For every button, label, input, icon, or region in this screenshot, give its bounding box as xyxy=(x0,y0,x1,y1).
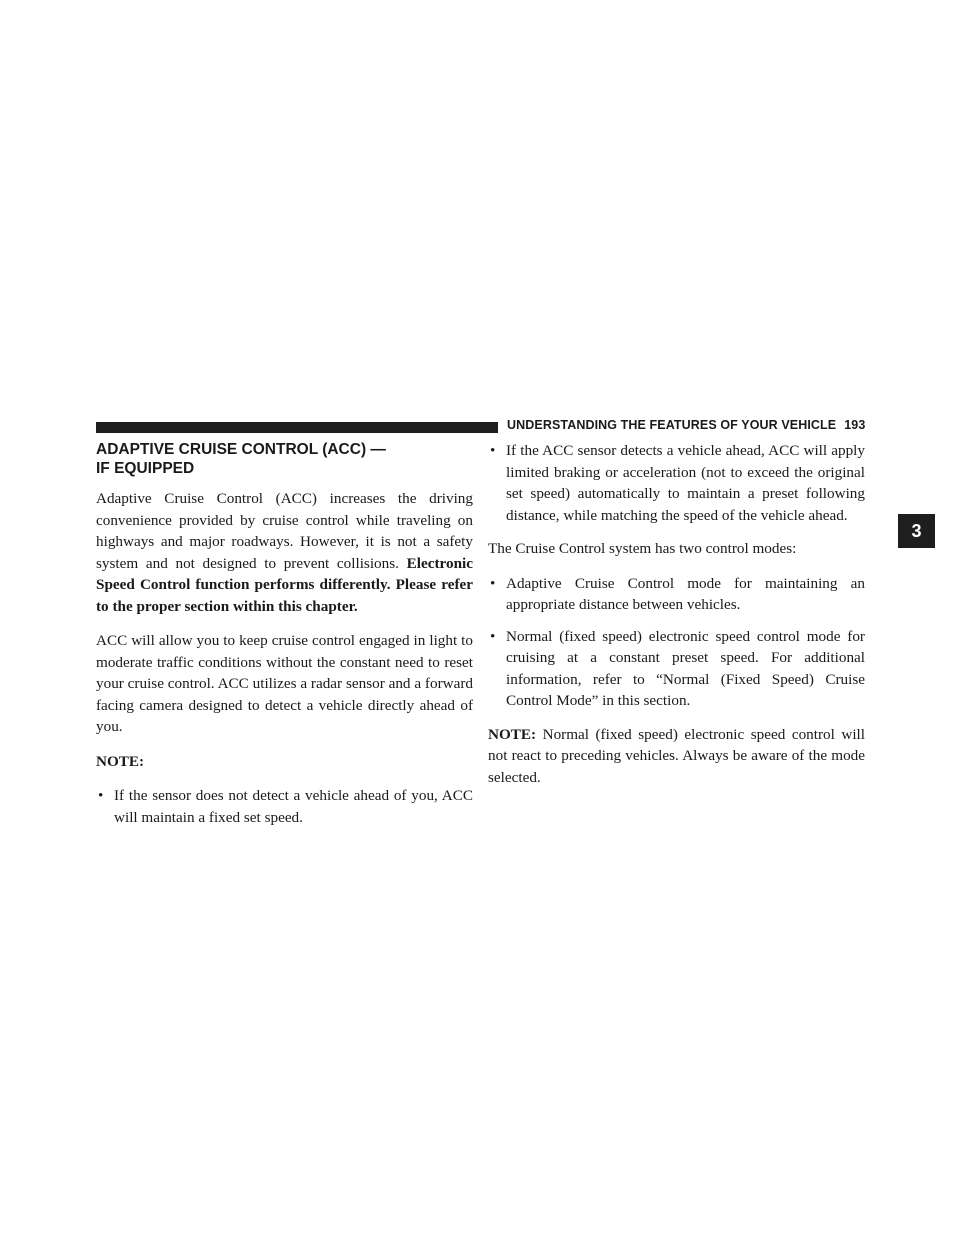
list-item-text: Adaptive Cruise Control mode for maintaining an appropriate distance between vehicles. xyxy=(506,574,865,613)
section-title-line1: ADAPTIVE CRUISE CONTROL (ACC) — xyxy=(96,441,386,458)
intro-bold-text: Electronic Speed Control function performs differently. Please refer to the proper section within this chapter. xyxy=(96,554,474,615)
control-modes-list xyxy=(488,573,865,712)
note-label: NOTE: xyxy=(488,725,537,743)
list-item-text: If the ACC sensor detects a vehicle ahead, ACC will apply limited braking or acceleration (not to exceed the original set speed) automatically to maintain a preset following distance, while matching the speed of the vehicle ahead. xyxy=(506,442,865,524)
control-modes-paragraph: The Cruise Control system has two control modes: xyxy=(488,540,797,557)
note-label: NOTE: xyxy=(96,752,145,770)
section-title xyxy=(96,440,473,478)
bullet-mark: • xyxy=(98,787,104,804)
note-text: Normal (fixed speed) electronic speed control will not react to preceding vehicles. Always be aware of the mode selected. xyxy=(488,725,865,786)
continued-note-list xyxy=(488,440,865,526)
bullet-mark: • xyxy=(490,627,496,645)
list-item xyxy=(488,573,865,616)
left-column xyxy=(96,440,473,840)
header-section-title: UNDERSTANDING THE FEATURES OF YOUR VEHICLE xyxy=(507,418,837,432)
note-paragraph xyxy=(488,724,865,789)
list-item-text: Normal (fixed speed) electronic speed control mode for cruising at a constant preset speed. For additional information, refer to “Normal (Fixed Speed) Cruise Control Mode” in this section. xyxy=(506,627,865,709)
list-item xyxy=(96,785,473,828)
intro-paragraph xyxy=(96,488,473,617)
header-rule xyxy=(96,422,498,433)
chapter-tab: 3 xyxy=(898,514,935,548)
section-title-line2: IF EQUIPPED xyxy=(96,460,195,477)
intro-text: Adaptive Cruise Control (ACC) increases the driving convenience provided by cruise control while traveling on highways and major roadways. However, it is not a safety system and not designed to prevent collisions. xyxy=(96,490,473,572)
running-header xyxy=(507,418,867,432)
right-column xyxy=(488,440,865,801)
bullet-mark: • xyxy=(490,574,496,592)
page-number: 193 xyxy=(844,418,866,432)
list-item-text: If the sensor does not detect a vehicle ahead of you, ACC will maintain a fixed set speed. xyxy=(114,787,473,826)
note-list xyxy=(96,785,473,828)
list-item xyxy=(488,626,865,712)
acc-description-paragraph: ACC will allow you to keep cruise control engaged in light to moderate traffic conditions without the constant need to reset your cruise control. ACC utilizes a radar sensor and a forward facing camera designed to detect a vehicle directly ahead of you. xyxy=(96,632,473,735)
list-item xyxy=(488,440,865,526)
bullet-mark: • xyxy=(490,442,496,459)
